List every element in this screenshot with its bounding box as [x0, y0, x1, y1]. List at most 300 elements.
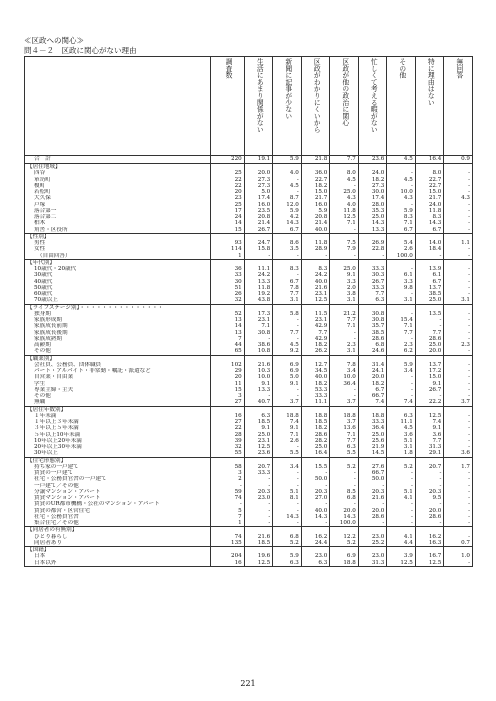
cell: - [244, 508, 273, 514]
cell: 31.3 [358, 560, 387, 567]
cell: - [330, 183, 359, 189]
cell [210, 547, 244, 554]
cell: 14.3 [301, 514, 330, 520]
cell: 1 [210, 253, 244, 260]
cell: 5.9 [273, 208, 302, 214]
cell: 6.1 [387, 272, 416, 278]
cell: - [244, 483, 273, 489]
cell: 3.9 [387, 553, 416, 559]
table-row [25, 520, 473, 527]
cell: 34.5 [301, 368, 330, 374]
cell: 16.0 [301, 202, 330, 208]
cell: 4.5 [273, 342, 302, 348]
cell [387, 233, 416, 240]
cell: - [444, 272, 473, 278]
column-header: 特に理由はない [415, 57, 444, 156]
cell: 7.7 [358, 291, 387, 297]
cell: 93 [210, 240, 244, 246]
table-row [25, 253, 473, 260]
cell: 33 [210, 272, 244, 278]
cell: 3.4 [330, 368, 359, 374]
cell: 17.4 [358, 195, 387, 201]
cell [273, 355, 302, 362]
cell: - [210, 501, 244, 507]
cell: 18.2 [301, 342, 330, 348]
cell: 14.3 [358, 220, 387, 226]
cell: - [387, 387, 416, 393]
cell: 4.3 [330, 195, 359, 201]
column-header: その他 [387, 57, 416, 156]
cell: 13.9 [415, 266, 444, 272]
cell: 42.9 [301, 336, 330, 342]
row-label: 30歳代 [25, 272, 211, 278]
cell: 4.1 [387, 495, 416, 501]
row-label: ３年以上５年未満 [25, 425, 211, 431]
cell: 21.2 [330, 311, 359, 317]
cell: 6.2 [387, 348, 416, 355]
cell: 11.8 [244, 285, 273, 291]
cell: - [444, 520, 473, 527]
cell: - [358, 253, 387, 260]
cell: 3.8 [330, 291, 359, 297]
cell: 22.2 [415, 399, 444, 406]
cell: 10.8 [244, 348, 273, 355]
cell: - [330, 470, 359, 476]
cell: 2.3 [387, 342, 416, 348]
cell [301, 259, 330, 266]
cell: 135 [210, 540, 244, 547]
cell: 23.1 [301, 317, 330, 323]
cell: - [444, 470, 473, 476]
cell [210, 259, 244, 266]
cell: - [444, 311, 473, 317]
cell: 19.6 [244, 553, 273, 559]
cell: 53.3 [301, 387, 330, 393]
column-header: 無回答 [444, 57, 473, 156]
cell [273, 164, 302, 171]
cell: - [444, 227, 473, 234]
cell [210, 457, 244, 464]
cell: 5.1 [273, 489, 302, 495]
cell [358, 547, 387, 554]
row-label: 【年代別】 [25, 259, 211, 266]
cell: 7.7 [415, 438, 444, 444]
cell: 5.5 [330, 450, 359, 457]
cell [330, 233, 359, 240]
cell: 23.0 [358, 553, 387, 559]
cell: 36 [210, 266, 244, 272]
cell: - [444, 279, 473, 285]
cell: 21.6 [244, 534, 273, 540]
cell: 7.4 [358, 399, 387, 406]
cell: 50.0 [301, 476, 330, 482]
cell: - [387, 266, 416, 272]
cell [210, 406, 244, 413]
table-row [25, 560, 473, 567]
cell [273, 406, 302, 413]
cell: 5.2 [330, 540, 359, 547]
row-label: 20年以上30年未満 [25, 444, 211, 450]
section-row [25, 457, 473, 464]
cell: 100.0 [330, 520, 359, 527]
cell: - [387, 291, 416, 297]
cell: - [444, 323, 473, 329]
cell: 14.3 [273, 220, 302, 226]
cell: 33.3 [358, 266, 387, 272]
cell: 17 [210, 208, 244, 214]
cell: 9.1 [244, 381, 273, 387]
cell: 5 [210, 508, 244, 514]
cell: 4.3 [387, 195, 416, 201]
cell: 5.0 [273, 374, 302, 380]
cell [301, 406, 330, 413]
cell: - [301, 470, 330, 476]
cell: 9.1 [273, 381, 302, 387]
cell: 3.6 [387, 432, 416, 438]
cell: 27.3 [358, 183, 387, 189]
row-label: 【国籍】 [25, 547, 211, 554]
cell: 21.6 [244, 362, 273, 368]
cell: 13 [210, 330, 244, 336]
cell: 5.9 [273, 553, 302, 559]
cell: 3.1 [387, 444, 416, 450]
cell [387, 304, 416, 311]
cell: - [444, 202, 473, 208]
cell: 2.6 [273, 438, 302, 444]
cell: 7.7 [330, 438, 359, 444]
cell: - [444, 220, 473, 226]
row-label: 柏木 [25, 220, 211, 226]
cell: 30.3 [358, 272, 387, 278]
cell: 4.0 [330, 202, 359, 208]
cell: 27.3 [244, 183, 273, 189]
row-label: 学生 [25, 381, 211, 387]
cell: 4.5 [273, 183, 302, 189]
cell: 16.4 [415, 156, 444, 164]
cell: 14.0 [415, 240, 444, 246]
cell: 6.8 [273, 534, 302, 540]
cell: - [387, 508, 416, 514]
cell: - [444, 374, 473, 380]
cell: 18.2 [358, 177, 387, 183]
row-label: 持ち家の一戸建て [25, 464, 211, 470]
cell: 7.7 [301, 330, 330, 336]
cell [444, 304, 473, 311]
cell: - [444, 189, 473, 195]
cell [358, 304, 387, 311]
cell: 16.7 [415, 553, 444, 559]
cell: 114 [210, 246, 244, 252]
cell: 22.7 [415, 183, 444, 189]
cell: 7.1 [244, 323, 273, 329]
cell: - [330, 476, 359, 482]
cell: 7.7 [273, 291, 302, 297]
data-table [24, 56, 473, 567]
cell: 9.5 [415, 495, 444, 501]
cell: - [387, 336, 416, 342]
row-label: 無職 [25, 399, 211, 406]
cell: 18.5 [244, 540, 273, 547]
cell: 31.4 [358, 362, 387, 368]
cell: - [444, 214, 473, 220]
cell: 12.2 [330, 534, 359, 540]
cell: 13.3 [244, 279, 273, 285]
cell: 6.7 [358, 387, 387, 393]
row-label: 【居住地域】 [25, 164, 211, 171]
cell [330, 547, 359, 554]
cell: 23.0 [244, 495, 273, 501]
cell: 66.7 [358, 393, 387, 399]
row-label: １年以上３年未満 [25, 419, 211, 425]
cell: - [444, 476, 473, 482]
cell: 25.0 [415, 342, 444, 348]
cell: 39 [210, 438, 244, 444]
cell: 28.6 [301, 432, 330, 438]
cell: 3 [210, 393, 244, 399]
cell [415, 547, 444, 554]
cell [444, 406, 473, 413]
cell: 13.5 [415, 311, 444, 317]
cell: - [387, 470, 416, 476]
cell: 1.1 [444, 240, 473, 246]
cell: - [387, 381, 416, 387]
cell: 27.3 [244, 177, 273, 183]
cell: 23.1 [244, 317, 273, 323]
cell: 38.5 [358, 330, 387, 336]
cell: 21.6 [358, 495, 387, 501]
cell: 22.8 [358, 246, 387, 252]
cell: - [330, 393, 359, 399]
table-row [25, 540, 473, 547]
cell: 5.5 [273, 450, 302, 457]
cell: - [415, 501, 444, 507]
cell: - [444, 336, 473, 342]
cell: 0.9 [444, 156, 473, 164]
cell: 5.9 [301, 208, 330, 214]
cell: 38.5 [415, 291, 444, 297]
cell: 11.1 [301, 399, 330, 406]
row-label: 家族成長前期 [25, 323, 211, 329]
cell: 4.5 [387, 156, 416, 164]
row-label: 日本以外 [25, 560, 211, 567]
cell: 3.3 [330, 279, 359, 285]
cell [415, 406, 444, 413]
cell: - [415, 317, 444, 323]
cell: 65 [210, 348, 244, 355]
cell: - [387, 202, 416, 208]
cell: - [444, 438, 473, 444]
cell: - [444, 330, 473, 336]
row-label: 合 計 [25, 156, 211, 164]
cell: 5.2 [273, 540, 302, 547]
cell: 13.7 [415, 285, 444, 291]
cell: 9.1 [415, 381, 444, 387]
cell: 25.0 [330, 189, 359, 195]
cell: 7.1 [330, 220, 359, 226]
cell: 6.9 [330, 553, 359, 559]
cell [210, 304, 244, 311]
cell: 3.7 [273, 399, 302, 406]
cell: 30 [210, 279, 244, 285]
row-label: 【住宅形態別】 [25, 457, 211, 464]
cell: 12.5 [244, 560, 273, 567]
cell: 7.1 [273, 432, 302, 438]
cell: 22.7 [415, 177, 444, 183]
cell: 30.8 [358, 317, 387, 323]
cell: 9.1 [244, 425, 273, 431]
cell: 12.7 [301, 362, 330, 368]
cell: 28.6 [358, 336, 387, 342]
cell: - [444, 508, 473, 514]
cell [330, 259, 359, 266]
cell: 11.5 [301, 311, 330, 317]
cell: 25.0 [358, 214, 387, 220]
cell: - [444, 444, 473, 450]
cell: 14.3 [330, 514, 359, 520]
cell: 40.0 [301, 374, 330, 380]
cell [301, 355, 330, 362]
cell: - [444, 381, 473, 387]
cell: 1 [210, 520, 244, 527]
cell: 32 [210, 297, 244, 304]
cell: 18.8 [330, 413, 359, 419]
cell: - [273, 323, 302, 329]
cell: - [210, 483, 244, 489]
row-label: 家族成長後期 [25, 330, 211, 336]
cell [358, 233, 387, 240]
cell: 18.8 [358, 413, 387, 419]
column-header: 区政が他の政治に関心 [330, 57, 359, 156]
cell [330, 457, 359, 464]
cell: - [415, 483, 444, 489]
cell: - [444, 362, 473, 368]
cell [273, 304, 302, 311]
cell: 14 [210, 220, 244, 226]
cell: 40.0 [301, 227, 330, 234]
cell: 4.3 [444, 195, 473, 201]
row-label: 落合第一 [25, 208, 211, 214]
row-label: 50歳代 [25, 285, 211, 291]
cell: 7.1 [387, 323, 416, 329]
cell [330, 527, 359, 534]
cell: - [387, 183, 416, 189]
cell: 8.5 [330, 489, 359, 495]
cell [273, 547, 302, 554]
cell [358, 355, 387, 362]
cell: 7.7 [415, 330, 444, 336]
cell: 9.1 [415, 425, 444, 431]
cell: - [273, 253, 302, 260]
cell: 21.7 [415, 195, 444, 201]
cell [330, 406, 359, 413]
cell: - [444, 368, 473, 374]
cell: - [244, 514, 273, 520]
column-header: 忙しくて考える暇がない [358, 57, 387, 156]
cell: - [273, 444, 302, 450]
row-label: 角筈・区役所 [25, 227, 211, 234]
cell [301, 304, 330, 311]
cell: 8.3 [415, 214, 444, 220]
cell: 38.6 [244, 342, 273, 348]
cell: 5.1 [387, 489, 416, 495]
cell [358, 406, 387, 413]
cell: 20.7 [415, 464, 444, 470]
cell [387, 527, 416, 534]
cell: 16.2 [301, 534, 330, 540]
cell [387, 406, 416, 413]
cell: - [273, 317, 302, 323]
cell: - [444, 177, 473, 183]
cell: - [415, 520, 444, 527]
cell: 15.8 [244, 246, 273, 252]
cell: 44 [210, 342, 244, 348]
cell: 3.1 [273, 297, 302, 304]
cell: 20.0 [358, 508, 387, 514]
cell: 5.8 [273, 311, 302, 317]
row-label: 会社員、公務員、団体職員 [25, 362, 211, 368]
cell: 4.5 [387, 177, 416, 183]
cell: - [444, 266, 473, 272]
cell: 5.2 [387, 464, 416, 470]
cell: 25.0 [244, 432, 273, 438]
cell: 24 [210, 214, 244, 220]
cell: 21.8 [301, 156, 330, 164]
cell [444, 457, 473, 464]
row-label: 若松町 [25, 189, 211, 195]
cell: 8.3 [387, 214, 416, 220]
cell: 7.8 [330, 362, 359, 368]
cell: 3.7 [330, 419, 359, 425]
cell: 24.0 [358, 170, 387, 176]
cell: 50.0 [358, 476, 387, 482]
cell: - [301, 483, 330, 489]
cell [387, 164, 416, 171]
cell: 23.1 [301, 291, 330, 297]
cell: - [273, 483, 302, 489]
cell: - [273, 177, 302, 183]
corner-cell [25, 57, 211, 156]
total-row [25, 156, 473, 164]
section-row [25, 547, 473, 554]
section-row [25, 527, 473, 534]
cell: - [444, 393, 473, 399]
cell: - [387, 514, 416, 520]
cell: - [273, 470, 302, 476]
cell: 18.2 [301, 425, 330, 431]
cell: 7.4 [273, 419, 302, 425]
row-label: 【居住年数別】 [25, 406, 211, 413]
cell: 16 [210, 560, 244, 567]
cell: 7.1 [330, 323, 359, 329]
cell: 40.7 [244, 399, 273, 406]
row-label: ひとり暮らし [25, 534, 211, 540]
cell: - [415, 476, 444, 482]
cell: 29.1 [415, 450, 444, 457]
cell: 3.6 [444, 450, 473, 457]
cell: - [444, 317, 473, 323]
cell [210, 233, 244, 240]
cell: - [444, 432, 473, 438]
cell: - [444, 534, 473, 540]
cell: 28.0 [358, 202, 387, 208]
cell: - [444, 413, 473, 419]
cell: 4.2 [273, 214, 302, 220]
cell: 26.9 [358, 240, 387, 246]
cell: 4.5 [330, 177, 359, 183]
cell: 3.1 [330, 297, 359, 304]
cell: 14.3 [415, 220, 444, 226]
cell: 102 [210, 362, 244, 368]
